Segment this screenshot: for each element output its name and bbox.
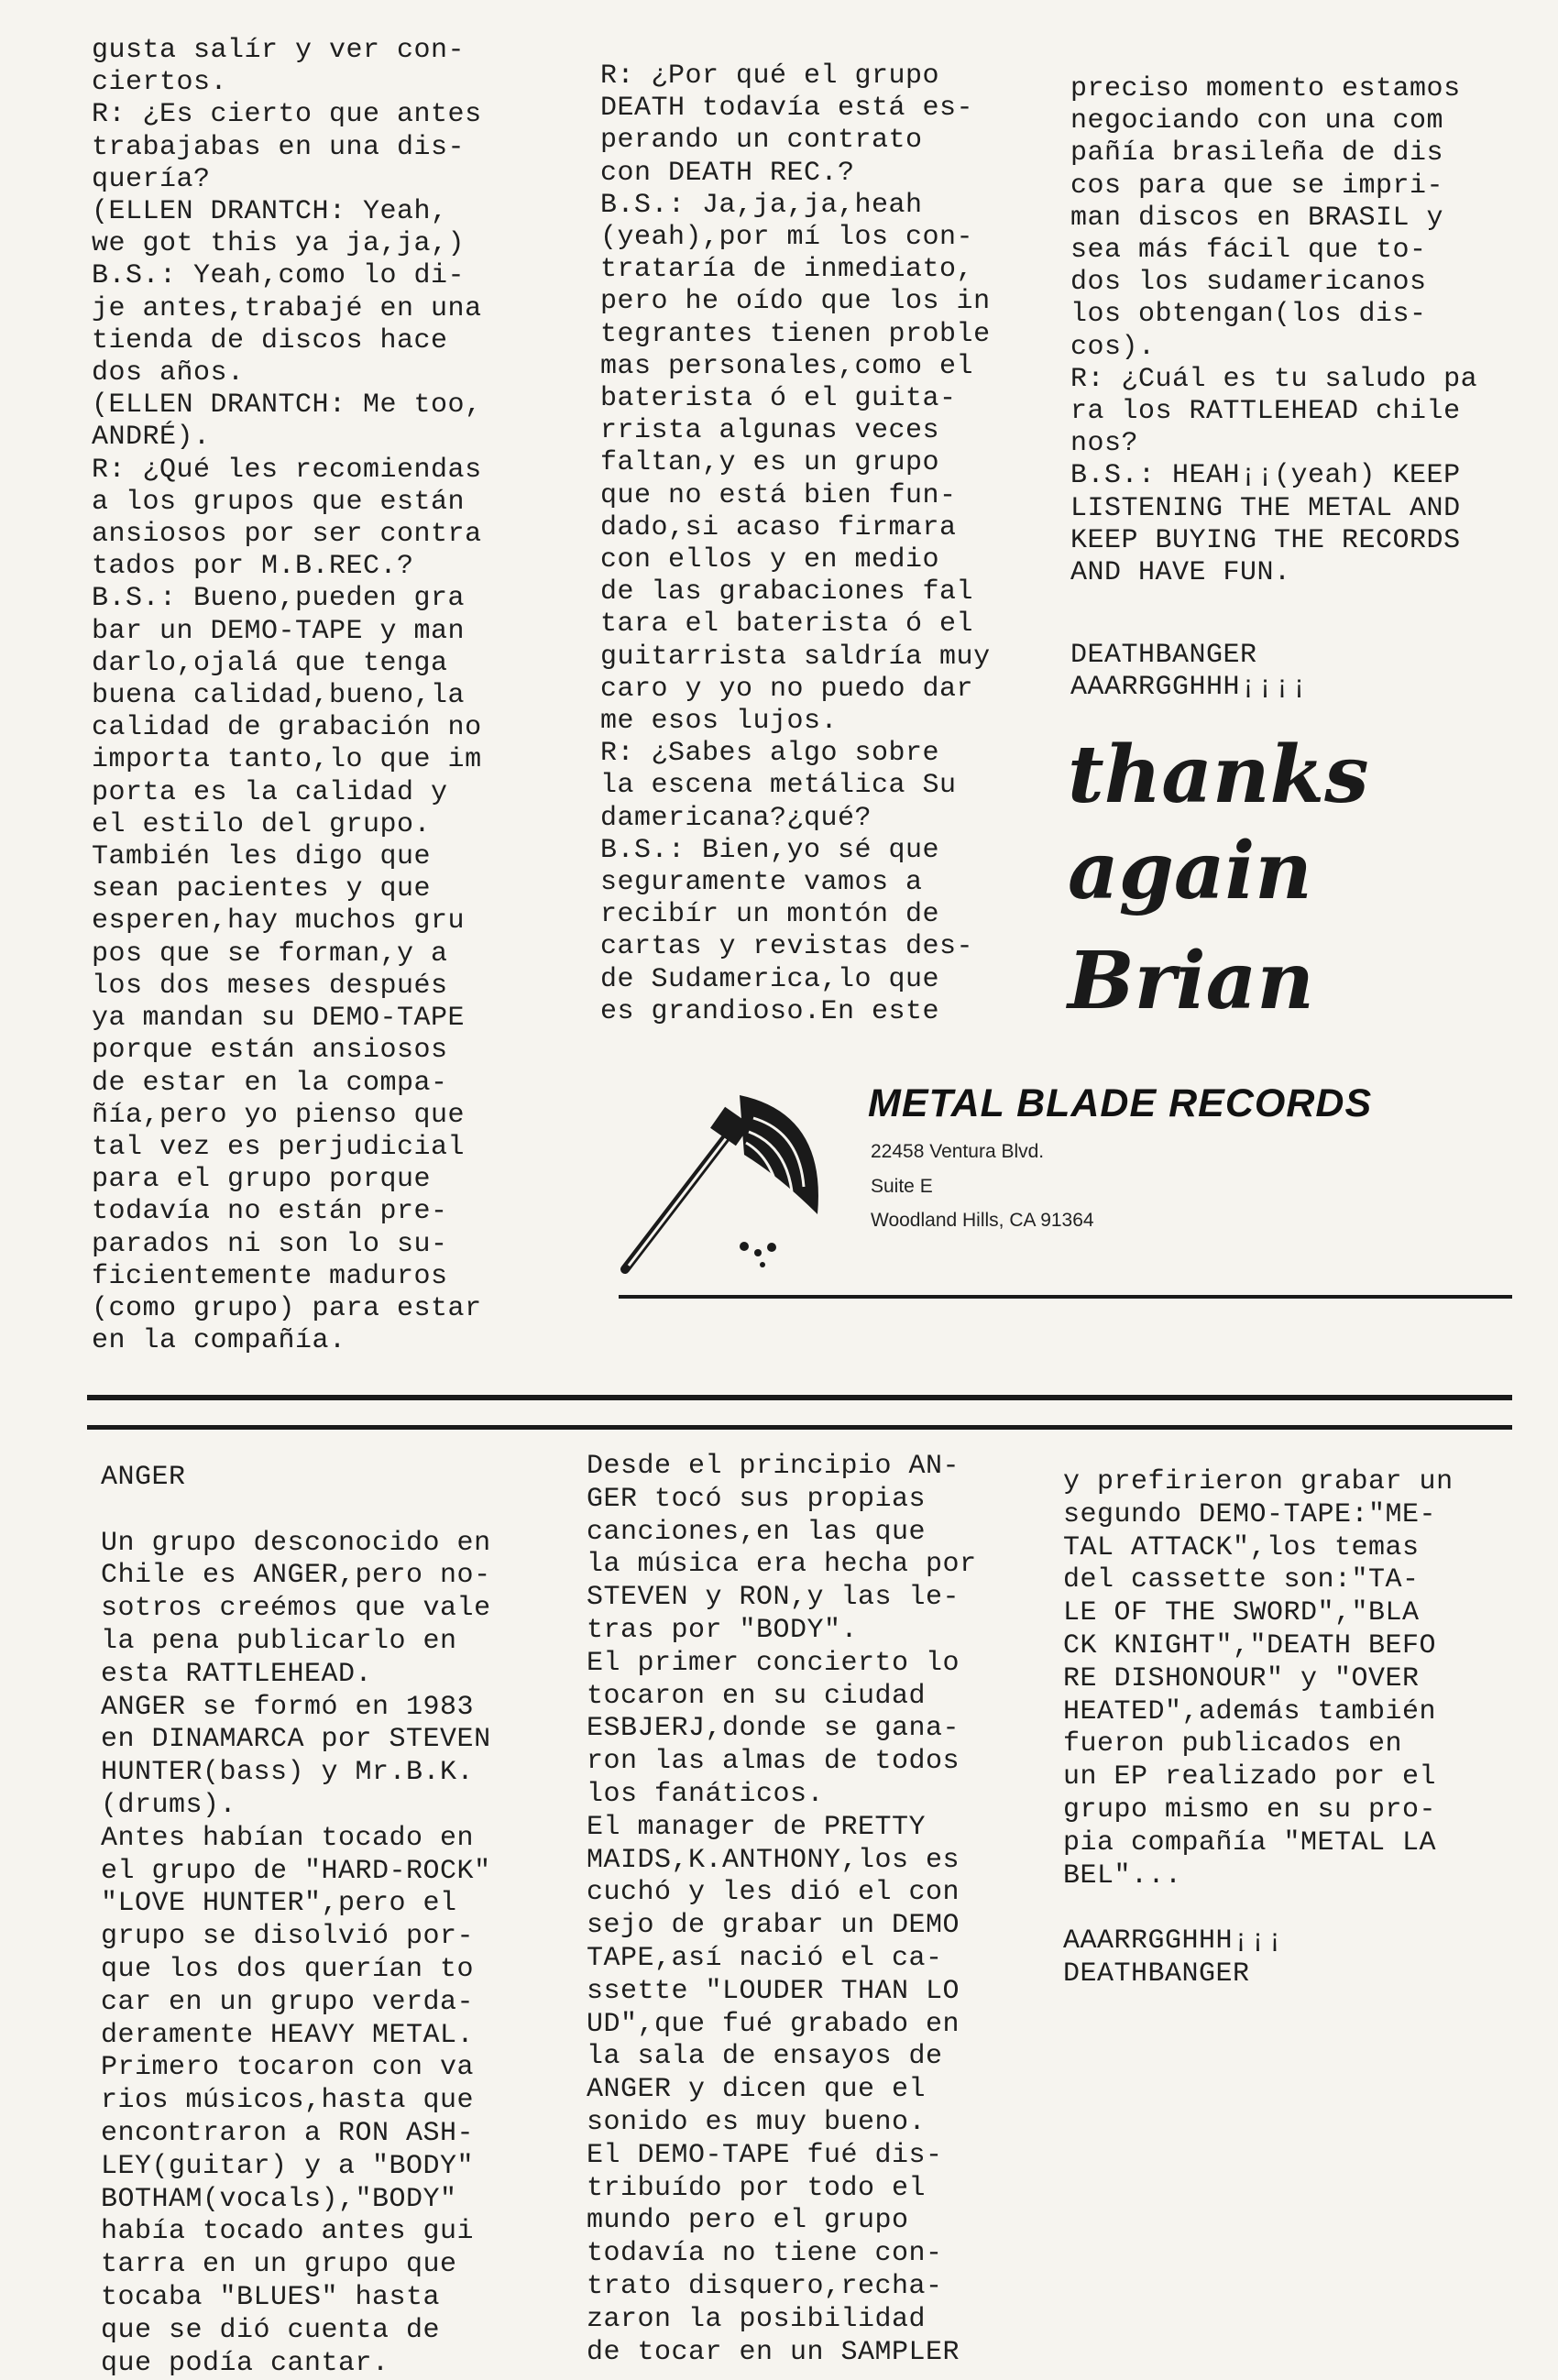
anger-column-2: Desde el principio AN- GER tocó sus propias canciones,en las que la música era hecha por STEVEN y RON,y las le- tras por "BODY". El primer concierto lo tocaron en su ciudad ESBJERJ,donde se gana- ron las almas de todos los fanáticos. El manager de PRETTY MAIDS,K.ANTHONY,los es cuchó y les dió el con sejo de grabar un DEMO TAPE,así nació el ca- ssette "LOUDER THAN LO UD",que fué grabado en la sala de ensayos de ANGER y dicen que el sonido es muy bueno. El DEMO-TAPE fué dis- tribuído por todo el mundo pero el grupo todavía no tiene con- trato disquero,recha- zaron la posibilidad de tocar en un SAMPLER: [587, 1451, 977, 2368]
label-address-suite: Suite E: [871, 1176, 933, 1197]
interview-signoff: DEATHBANGER AAARRGGHHH¡¡¡¡: [1070, 640, 1309, 704]
handwritten-brian: Brian: [1068, 935, 1314, 1027]
label-address-city: Woodland Hills, CA 91364: [871, 1210, 1094, 1231]
handwritten-again: again: [1068, 825, 1312, 917]
handwritten-thanks: thanks: [1068, 729, 1369, 821]
anger-column-3: y prefirieron grabar un segundo DEMO-TAPE:"ME- TAL ATTACK",los temas del cassette son:"TA- LE OF THE SWORD","BLA CK KNIGHT","DEATH BEFO RE DISHONOUR" y "OVER HEATED",además también fueron publicados en un EP realizado por el grupo mismo en su pro- pia compañía "METAL LA BEL"... AAARRGGHHH¡¡¡ DEATHBANGER: [1063, 1466, 1454, 1990]
label-divider: [619, 1295, 1512, 1299]
anger-column-1: ANGER Un grupo desconocido en Chile es ANGER,pero no- sotros creémos que vale la pena publicarlo en esta RATTLEHEAD. ANGER se formó en 1983 en DINAMARCA por STEVEN HUNTER(bass) y Mr.B.K. (drums). Antes habían tocado en el grupo de "HARD-ROCK" "LOVE HUNTER",pero el grupo se disolvió por- que los dos querían to car en un grupo verda- deramente HEAVY METAL. Primero tocaron con va rios músicos,hasta que encontraron a RON ASH- LEY(guitar) y a "BODY" BOTHAM(vocals),"BODY" había tocado antes gui tarra en un grupo que tocaba "BLUES" hasta que se dió cuenta de que podía cantar.: [101, 1462, 491, 2379]
interview-column-2: R: ¿Por qué el grupo DEATH todavía está es- perando un contrato con DEATH REC.? B.S.: Ja,ja,ja,heah (yeah),por mí los con- trataría de inmediato, pero he oído que los in tegrantes tienen proble mas personales,como el baterista ó el guita- rrista algunas veces faltan,y es un grupo que no está bien fun- dado,si acaso firmara con ellos y en medio de las grabaciones fal tara el baterista ó el guitarrista saldría muy caro y yo no puedo dar me esos lujos. R: ¿Sabes algo sobre la escena metálica Su damericana?¿qué? B.S.: Bien,yo sé que seguramente vamos a recibír un montón de cartas y revistas des- de Sudamerica,lo que es grandioso.En este: [600, 60, 991, 1027]
section-divider-bottom: [87, 1425, 1512, 1430]
interview-column-1: gusta salír y ver con- ciertos. R: ¿Es cierto que antes trabajabas en una dis- quería? (ELLEN DRANTCH: Yeah, we got this ya ja,ja,) B.S.: Yeah,como lo di- je antes,trabajé en una tienda de discos hace dos años. (ELLEN DRANTCH: Me too, ANDRÉ). R: ¿Qué les recomiendas a los grupos que están ansiosos por ser contra tados por M.B.REC.? B.S.: Bueno,pueden gra bar un DEMO-TAPE y man darlo,ojalá que tenga buena calidad,bueno,la calidad de grabación no importa tanto,lo que im porta es la calidad y el estilo del grupo. También les digo que sean pacientes y que esperen,hay muchos gru pos que se forman,y a los dos meses después ya mandan su DEMO-TAPE porque están ansiosos de estar en la compa- ñía,pero yo pienso que tal vez es perjudicial para el grupo porque todavía no están pre- parados ni son lo su- ficientemente maduros (como grupo) para estar en la compañía.: [92, 35, 482, 1357]
interview-column-3: preciso momento estamos negociando con una com pañía brasileña de dis cos para que se impri- man discos en BRASIL y sea más fácil que to- dos los sudamericanos los obtengan(los dis- cos). R: ¿Cuál es tu saludo pa ra los RATTLEHEAD chile nos? B.S.: HEAH¡¡(yeah) KEEP LISTENING THE METAL AND KEEP BUYING THE RECORDS AND HAVE FUN.: [1070, 73, 1478, 589]
label-name: METAL BLADE RECORDS: [868, 1081, 1373, 1125]
label-address-street: 22458 Ventura Blvd.: [871, 1141, 1045, 1162]
section-divider-top: [87, 1395, 1512, 1400]
axe-logo-icon: [616, 1077, 845, 1278]
